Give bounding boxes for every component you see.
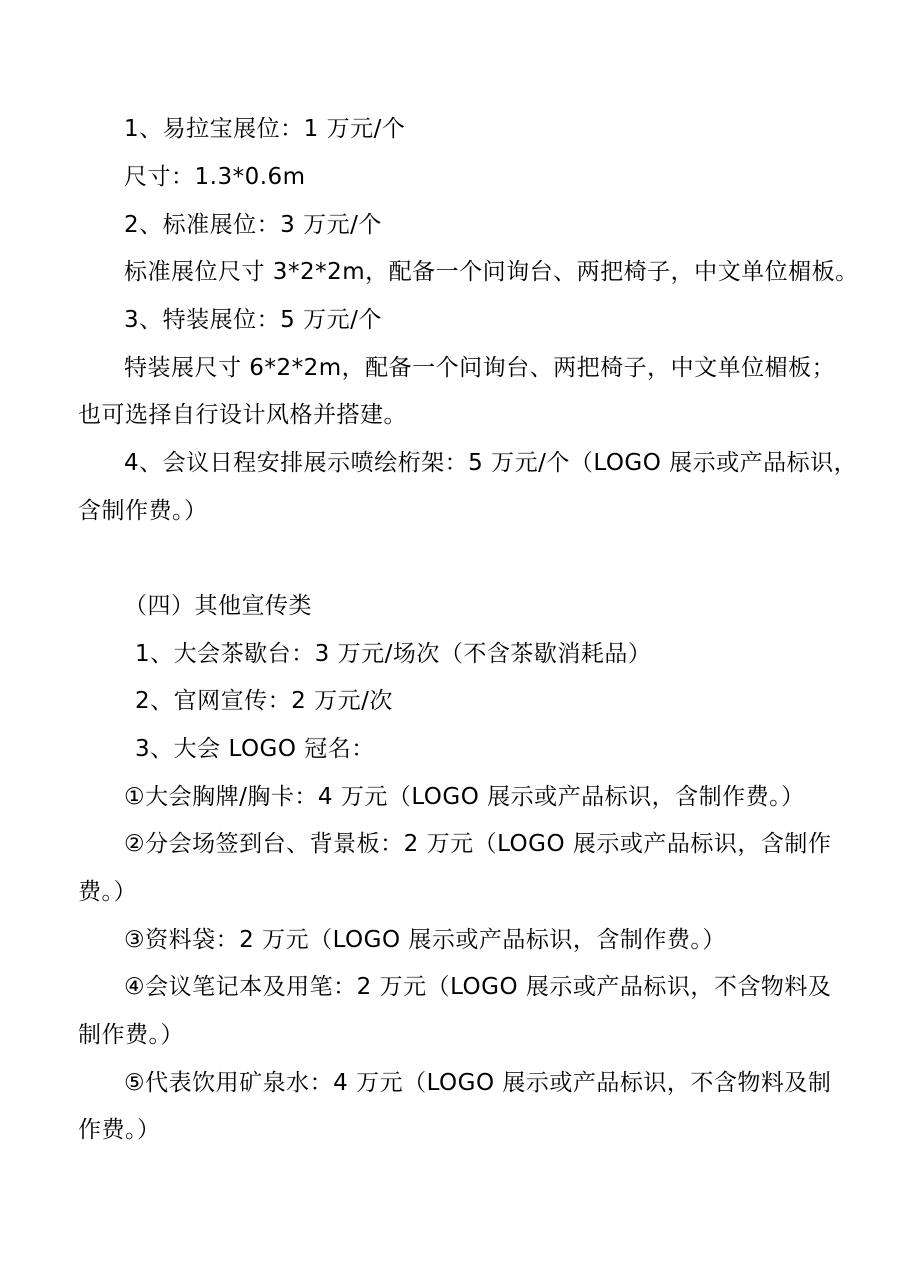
booth-item-3-desc-line-1: 特装展尺寸 6*2*2m，配备一个问询台、两把椅子，中文单位楣板； (124, 355, 836, 381)
booth-item-2-desc: 标准展位尺寸 3*2*2m，配备一个问询台、两把椅子，中文单位楣板。 (124, 259, 859, 285)
logo-sub-item-1: ①大会胸牌/胸卡：4 万元（LOGO 展示或产品标识，含制作费。） (124, 784, 805, 810)
booth-item-4-line-1: 4、会议日程安排展示喷绘桁架：5 万元/个（LOGO 展示或产品标识， (124, 450, 858, 476)
logo-sub-item-5-line-1: ⑤代表饮用矿泉水：4 万元（LOGO 展示或产品标识，不含物料及制 (124, 1070, 832, 1096)
logo-sub-item-4-line-1: ④会议笔记本及用笔：2 万元（LOGO 展示或产品标识，不含物料及 (124, 974, 832, 1000)
booth-item-2-title: 2、标准展位：3 万元/个 (124, 212, 382, 238)
other-item-2: 2、官网宣传：2 万元/次 (135, 688, 393, 714)
logo-sub-item-5-line-2: 作费。） (78, 1117, 161, 1143)
other-item-1: 1、大会茶歇台：3 万元/场次（不含茶歇消耗品） (135, 641, 652, 667)
booth-item-4-line-2: 含制作费。） (78, 498, 208, 524)
booth-item-1-title: 1、易拉宝展位：1 万元/个 (124, 116, 406, 142)
logo-sub-item-2-line-2: 费。） (78, 879, 137, 905)
logo-sub-item-4-line-2: 制作费。） (78, 1022, 184, 1048)
logo-sub-item-3: ③资料袋：2 万元（LOGO 展示或产品标识，含制作费。） (124, 927, 726, 953)
section-heading-other-promotion: （四）其他宣传类 (124, 593, 312, 619)
logo-sub-item-2-line-1: ②分会场签到台、背景板：2 万元（LOGO 展示或产品标识，含制作 (124, 831, 832, 857)
booth-item-3-desc-line-2: 也可选择自行设计风格并搭建。 (78, 402, 407, 428)
booth-item-1-size: 尺寸：1.3*0.6m (124, 164, 306, 190)
other-item-3: 3、大会 LOGO 冠名： (135, 736, 375, 762)
booth-item-3-title: 3、特装展位：5 万元/个 (124, 307, 382, 333)
